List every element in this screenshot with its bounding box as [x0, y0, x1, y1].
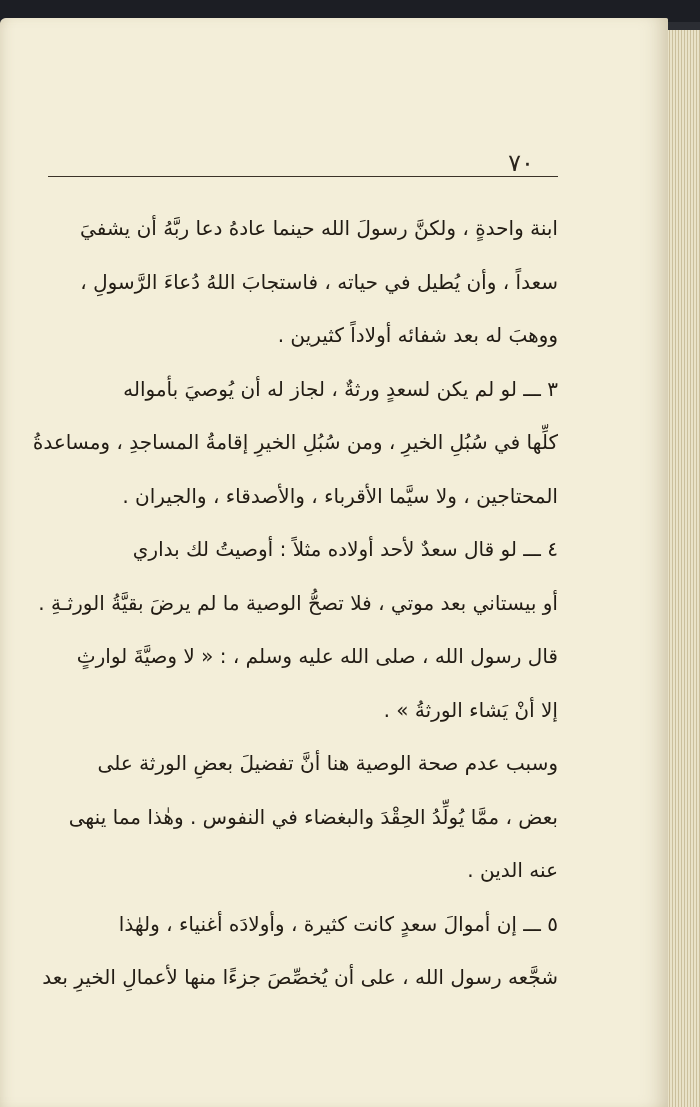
- text-line: ٥ ـــ إن أموالَ سعدٍ كانت كثيرة ، وأولادَه أغنياء ، ولهٰذا: [118, 911, 558, 936]
- text-line: كلِّها في سُبُلِ الخيرِ ، ومن سُبُلِ الخيرِ إقامةُ المساجدِ ، ومساعدةُ: [32, 430, 558, 454]
- text-line: عنه الدين .: [467, 858, 558, 882]
- page-number: ٧٠: [508, 149, 534, 177]
- book-page: [0, 18, 668, 1107]
- text-line: ٣ ـــ لو لم يكن لسعدٍ ورثةٌ ، لجاز له أن يُوصيَ بأمواله: [123, 376, 558, 401]
- text-line: شجَّعه رسول الله ، على أن يُخصِّصَ جزءًا منها لأعمالِ الخيرِ بعد: [42, 965, 558, 989]
- text-line: المحتاجين ، ولا سيَّما الأقرباء ، والأصدقاء ، والجيران .: [122, 483, 558, 508]
- text-line: ابنة واحدةٍ ، ولكنَّ رسولَ الله حينما عادهُ دعا ربَّهُ أن يشفيَ: [80, 216, 558, 240]
- header-rule: [48, 176, 558, 177]
- text-line: ٤ ـــ لو قال سعدٌ لأحد أولاده مثلاً : أوصيتُ لك بداري: [132, 537, 558, 561]
- text-line: سعداً ، وأن يُطيل في حياته ، فاستجابَ اللهُ دُعاءَ الرَّسولِ ،: [80, 269, 558, 294]
- text-line: ووهبَ له بعد شفائه أولاداً كثيرين .: [277, 323, 558, 347]
- text-line: بعض ، ممَّا يُولِّدُ الحِقْدَ والبغضاء في النفوس . وهٰذا مما ينهى: [68, 804, 558, 829]
- body-text: [28, 202, 558, 1005]
- text-line: أو بيستاني بعد موتي ، فلا تصحُّ الوصية ما لم يرضَ بقيَّةُ الورثـةِ .: [38, 590, 558, 615]
- text-line: وسبب عدم صحة الوصية هنا أنَّ تفضيلَ بعضِ الورثة على: [97, 751, 558, 775]
- text-line: إلا أنْ يَشاء الورثةُ » .: [383, 697, 558, 722]
- text-line: قال رسول الله ، صلى الله عليه وسلم ، : « لا وصيَّةَ لوارثٍ: [76, 644, 558, 668]
